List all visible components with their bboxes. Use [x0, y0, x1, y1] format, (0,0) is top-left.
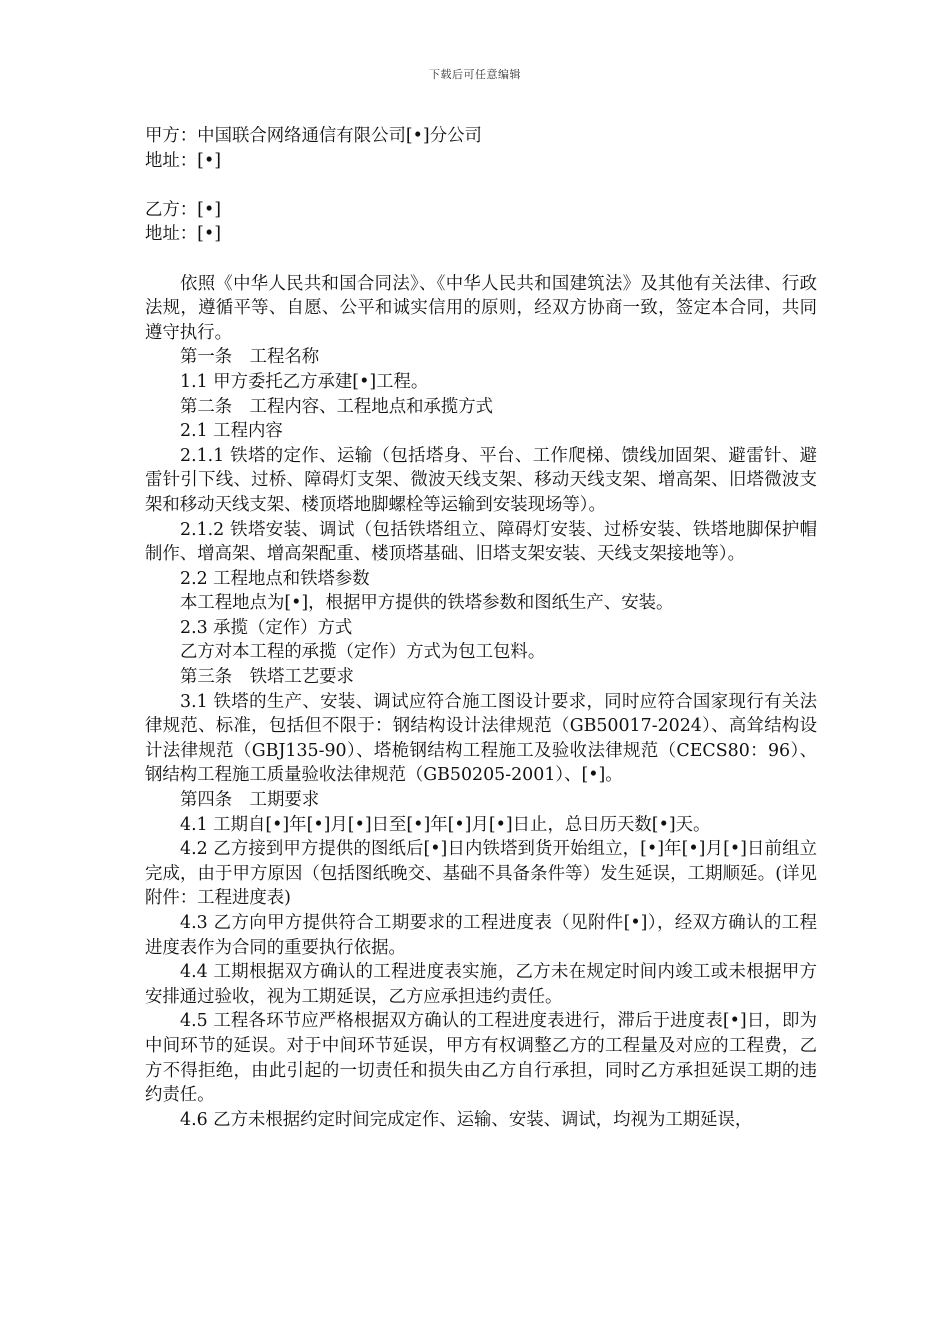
clause-3-1: 3.1 铁塔的生产、安装、调试应符合施工图设计要求，同时应符合国家现行有关法律规范、标准，包括但不限于：钢结构设计法律规范（GB50017-2024）、高耸结构设计法律规范（GBJ135-90）、塔桅钢结构工程施工及验收法律规范（CECS80：96）、钢结构工程施工质量验收法律规范（GB50205-2001）、[•]。 [145, 691, 817, 786]
clause-2-1-2: 2.1.2 铁塔安装、调试（包括铁塔组立、障碍灯安装、过桥安装、铁塔地脚保护帽制作、增高架、增高架配重、楼顶塔基础、旧塔支架安装、天线支架接地等）。 [145, 519, 817, 565]
clause-4-5: 4.5 工程各环节应严格根据双方确认的工程进度表进行，滞后于进度表[•]日，即为中间环节的延误。对于中间环节延误，甲方有权调整乙方的工程量及对应的工程费，乙方不得拒绝，由此引起的一切责任和损失由乙方自行承担，同时乙方承担延误工期的违约责任。 [145, 1011, 817, 1106]
party-b-address: 地址：[•] [145, 224, 221, 245]
clause-2-1-1: 2.1.1 铁塔的定作、运输（包括塔身、平台、工作爬梯、馈线加固架、避雷针、避雷针引下线、过桥、障碍灯支架、微波天线支架、移动天线支架、增高架、旧塔微波支架和移动天线支架、楼顶塔地脚螺栓等运输到安装现场等）。 [145, 445, 817, 515]
party-b-name: 乙方：[•] [145, 199, 221, 220]
clause-2-2: 2.2 工程地点和铁塔参数 [180, 568, 370, 589]
party-a-address: 地址：[•] [145, 150, 221, 171]
article-3-heading: 第三条 铁塔工艺要求 [180, 667, 354, 688]
article-4-heading: 第四条 工期要求 [180, 790, 320, 811]
spacer [145, 247, 817, 272]
clause-4-1: 4.1 工期自[•]年[•]月[•]日至[•]年[•]月[•]日止，总日历天数[•]天。 [180, 814, 711, 835]
spacer [145, 173, 817, 198]
clause-2-1: 2.1 工程内容 [180, 421, 283, 442]
page-header: 下载后可任意编辑 [429, 68, 521, 81]
clause-4-2: 4.2 乙方接到甲方提供的图纸后[•]日内铁塔到货开始组立，[•]年[•]月[•]日前组立完成，由于甲方原因（包括图纸晚交、基础不具备条件等）发生延误，工期顺延。(详见附件：工程进度表) [145, 839, 817, 909]
preamble-paragraph: 依照《中华人民共和国合同法》、《中华人民共和国建筑法》及其他有关法律、行政法规，遵循平等、自愿、公平和诚实信用的原则，经双方协商一致，签定本合同，共同遵守执行。 [145, 273, 817, 343]
article-2-heading: 第二条 工程内容、工程地点和承揽方式 [180, 396, 494, 417]
clause-2-3-text: 乙方对本工程的承揽（定作）方式为包工包料。 [180, 642, 546, 663]
clause-2-3: 2.3 承揽（定作）方式 [180, 617, 353, 638]
clause-4-4: 4.4 工期根据双方确认的工程进度表实施，乙方未在规定时间内竣工或未根据甲方安排通过验收，视为工期延误，乙方应承担违约责任。 [145, 962, 817, 1007]
party-a-name: 甲方：中国联合网络通信有限公司[•]分公司 [145, 126, 482, 146]
clause-4-6: 4.6 乙方未根据约定时间完成定作、运输、安装、调试，均视为工期延误， [180, 1109, 753, 1130]
clause-4-3: 4.3 乙方向甲方提供符合工期要求的工程进度表（见附件[•]），经双方确认的工程进度表作为合同的重要执行依据。 [145, 913, 817, 958]
clause-1-1: 1.1 甲方委托乙方承建[•]工程。 [180, 371, 429, 392]
article-1-heading: 第一条 工程名称 [180, 347, 320, 368]
contract-body [145, 124, 817, 1132]
clause-2-2-text: 本工程地点为[•]，根据甲方提供的铁塔参数和图纸生产、安装。 [180, 593, 674, 614]
